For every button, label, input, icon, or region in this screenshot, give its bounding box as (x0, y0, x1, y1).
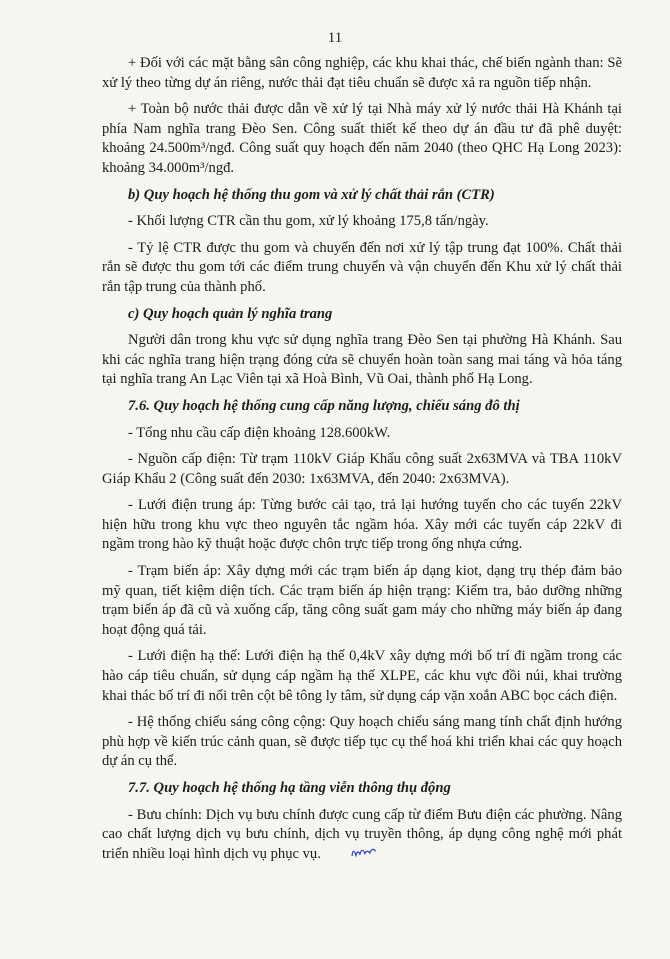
section-heading: 7.6. Quy hoạch hệ thống cung cấp năng lượng, chiếu sáng đô thị (128, 397, 520, 414)
paragraph: - Lưới điện hạ thế: Lưới điện hạ thế 0,4kV xây dựng mới bố trí đi ngầm trong các hào cáp tiêu chuẩn, sử dụng cáp ngầm hạ thế XLPE, các khu vực đồi núi, khai trường khai thác bố trí đi nổi trên cột bê tông ly tâm, sử dụng cáp vặn xoắn ABC bọc cách điện. (102, 648, 622, 704)
paragraph: - Nguồn cấp điện: Từ trạm 110kV Giáp Khẩu công suất 2x63MVA và TBA 110kV Giáp Khẩu 2 (Công suất đến 2030: 1x63MVA, đến 2040: 2x63MVA). (102, 451, 622, 487)
paragraph: + Đối với các mặt bằng sân công nghiệp, các khu khai thác, chế biến ngành than: Sẽ xử lý theo từng dự án riêng, nước thải đạt tiêu chuẩn sẽ được xả ra nguồn tiếp nhận. (102, 55, 622, 91)
section-heading: 7.7. Quy hoạch hệ thống hạ tầng viễn thông thụ động (128, 780, 451, 796)
handwritten-initials (324, 843, 378, 868)
paragraph: - Tổng nhu cầu cấp điện khoảng 128.600kW. (128, 424, 391, 441)
section-heading: b) Quy hoạch hệ thống thu gom và xử lý chất thải rắn (CTR) (128, 186, 495, 203)
paragraph: - Hệ thống chiếu sáng công cộng: Quy hoạch chiếu sáng mang tính chất định hướng phù hợp về kiến trúc cảnh quan, sẽ được tiếp tục cụ thể hoá khi triển khai các quy hoạch dự án cụ thể. (102, 714, 622, 770)
paragraph: + Toàn bộ nước thải được dẫn về xử lý tại Nhà máy xử lý nước thải Hà Khánh tại phía Nam nghĩa trang Đèo Sen. Công suất thiết kế theo dự án đầu tư đã phê duyệt: khoảng 24.500m³/ngđ. Công suất quy hoạch đến năm 2040 (theo QHC Hạ Long 2023): khoảng 34.000m³/ngđ. (102, 101, 622, 176)
document-body (102, 54, 622, 872)
paragraph: - Trạm biến áp: Xây dựng mới các trạm biến áp dạng kiot, dạng trụ thép đảm bảo mỹ quan, tiết kiệm diện tích. Các trạm biến áp hiện trạng: Kiểm tra, bảo dưỡng những trạm biến áp đã cũ và xuống cấp, tăng công suất gam máy cho những máy biến áp đang hoạt động quá tải. (102, 563, 622, 638)
paragraph-text: - Bưu chính: Dịch vụ bưu chính được cung cấp từ điểm Bưu điện các phường. Nâng cao chất lượng dịch vụ bưu chính, dịch vụ truyền thông, áp dụng công nghệ mới phát triển nhiều loại hình dịch vụ phục vụ. (102, 806, 622, 862)
paragraph: - Tỷ lệ CTR được thu gom và chuyển đến nơi xử lý tập trung đạt 100%. Chất thải rắn sẽ được thu gom tới các điểm trung chuyển và vận chuyển đến Khu xử lý chất thải rắn tập trung của thành phố. (102, 239, 622, 295)
paragraph-last (102, 806, 622, 866)
initials-scribble-icon (350, 843, 377, 858)
paragraph: - Lưới điện trung áp: Từng bước cải tạo, trả lại hướng tuyến cho các tuyến 22kV hiện hữu trong khu vực theo nguyên tắc ngầm hóa. Xây mới các tuyến cáp 22kV đi ngầm trong hào kỹ thuật hoặc được chôn trực tiếp trong ống nhựa cứng. (102, 497, 622, 553)
section-heading: c) Quy hoạch quản lý nghĩa trang (128, 305, 333, 322)
paragraph: Người dân trong khu vực sử dụng nghĩa trang Đèo Sen tại phường Hà Khánh. Sau khi các nghĩa trang hiện trạng đóng cửa sẽ chuyển hoàn toàn sang mai táng và hỏa táng tại nghĩa trang An Lạc Viên tại xã Hoà Bình, Vũ Oai, thành phố Hạ Long. (102, 332, 622, 388)
paragraph: - Khối lượng CTR cần thu gom, xử lý khoảng 175,8 tấn/ngày. (128, 213, 489, 230)
page-number: 11 (327, 30, 343, 46)
